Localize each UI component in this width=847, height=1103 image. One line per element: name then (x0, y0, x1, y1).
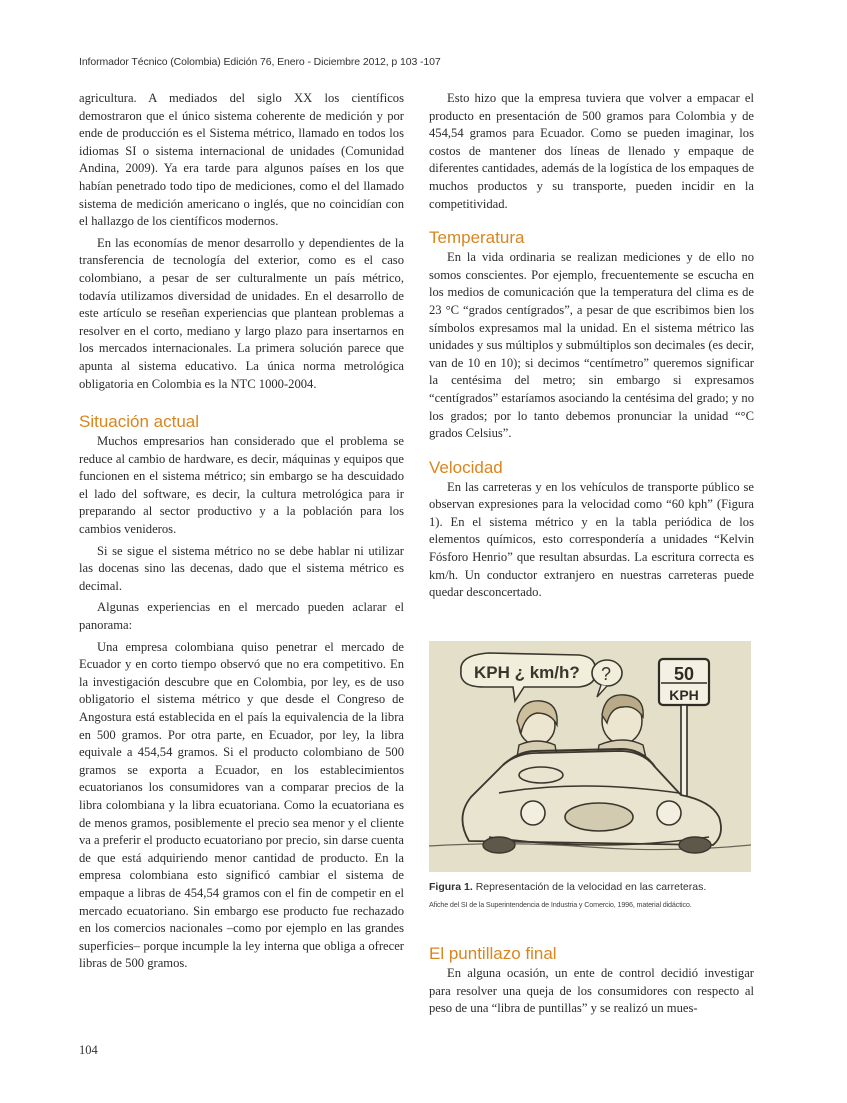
paragraph: Una empresa colombiana quiso penetrar el mercado de Ecuador y en corto tiempo observó que no era competitivo. En la investigación descubre que en Colombia, por ley, es de uso obligatorio el sistema métrico y que desde el Congreso de Angostura está establecida en el país la equivalencia de la libra en 500 gramos. Por otra parte, en Ecuador, por ley, la libra equivale a 454,54 gramos. Si el producto colombiano de 500 gramos se exporta a Ecuador, en los establecimientos ecuatorianos los consumidores van a comparar precios de la libra colombiana y la libra ecuatoriana. Como la ecuatoriana es de menos gramos, posiblemente el precio sea menor y el cliente va a preferir el producto ecuatoriano por precio, sin darse cuenta de que está adquiriendo menor cantidad de producto. En la empresa colombiana esto significó cambiar el sistema de empaque a libras de 454,54 gramos con el fin de competir en el mercado ecuatoriano. Sin embargo ese producto fue rechazado en los comercios nacionales –como por ejemplo en las grandes superficies– porque incumple la ley interna que obliga a ofrecer libras de 500 gramos. (79, 639, 404, 971)
cartoon-illustration (429, 641, 751, 872)
paragraph: En las economías de menor desarrollo y dependientes de la transferencia de tecnología del exterior, como es el caso colombiano, a pesar de ser culturalmente un país métrico, todavía utilizamos diversidad de unidades. En el desarrollo de este artículo se reseñan experiencias que plantean problemas a resolver en el corto, mediano y largo plazo para insertarnos en los mercados internacionales. La primera solución parece que apunta al sistema educativo. La única norma metrológica obligatoria en Colombia es la NTC 1000-2004. (79, 235, 404, 391)
paragraph: Esto hizo que la empresa tuviera que volver a empacar el producto en presentación de 500 gramos para Colombia y de 454,54 gramos para Ecuador. Como se pueden imaginar, los costos de mantener dos líneas de llenado y empaque de diferentes cantidades, además de la logística de los empaques de muchos productos y su transporte, pueden incidir en la competitividad. (429, 91, 754, 211)
figure-cartoon (429, 641, 751, 872)
section-heading-puntillazo: El puntillazo final (429, 944, 557, 963)
paragraph: Algunas experiencias en el mercado pueden aclarar el panorama: (79, 600, 404, 633)
right-column (429, 90, 754, 602)
right-column-bottom (429, 943, 754, 1018)
section-heading-situacion: Situación actual (79, 412, 200, 432)
caption-credit: Afiche del SI de la Superintendencia de Industria y Comercio, 1996, material didáctico. (429, 900, 692, 909)
sign-unit: KPH (669, 687, 699, 703)
bubble-text: KPH ¿ km/h? (474, 663, 580, 682)
figure-caption (429, 880, 759, 910)
paragraph: Muchos empresarios han considerado que el problema se reduce al cambio de hardware, es decir, máquinas y equipos que funcionen en el sistema métrico; sin embargo se ha descuidado el lado del software, es decir, la cultura metrológica para ir preparando al sector productivo y a la población para los cambios venideros. (79, 434, 404, 537)
paragraph: Si se sigue el sistema métrico no se debe hablar ni utilizar las docenas sino las decenas, dado que el sistema métrico es decimal. (79, 543, 404, 593)
paragraph: En las carreteras y en los vehículos de transporte público se observan expresiones para la velocidad como “60 kph” (Figura 1). En el sistema métrico y en la tabla periódica de los elementos químicos, esto correspondería a unidades “Kelvin Fósforo Henrio” que resultan absurdas. La escritura correcta es km/h. Un conductor extranjero en nuestras carreteras puede quedar desconcertado. (429, 479, 754, 600)
question-mark: ? (601, 664, 612, 684)
paragraph: En alguna ocasión, un ente de control decidió investigar para resolver una queja de los consumidores con respecto al peso de una “libra de puntillas” y se realizó un mues- (429, 966, 754, 1016)
running-header: Informador Técnico (Colombia) Edición 76, Enero - Diciembre 2012, p 103 -107 (79, 56, 441, 68)
section-heading-temperatura: Temperatura (429, 228, 525, 248)
page-number: 104 (79, 1043, 98, 1057)
caption-main (429, 880, 759, 894)
sign-number: 50 (673, 664, 695, 684)
section-heading-velocidad: Velocidad (429, 457, 503, 477)
caption-text: Representación de la velocidad en las carreteras. (475, 881, 707, 893)
paragraph: En la vida ordinaria se realizan mediciones y de ello no somos conscientes. Por ejemplo, frecuentemente se escucha en los medios de comunicación que la temperatura del clima es de 23 °C “grados centígrados”, a pesar de que escribimos bien los símbolos expresamos mal la unidad. En el sistema métrico las unidades y sus múltiplos y submúltiplos son decimales (es decir, van de 10 en 10); si decimos “centímetro” queremos significar la centésima del metro; sin embargo si expresamos “centígrados” estaríamos asociando la centésima del grado; y no los grados; por lo tanto debemos pronunciar la unidad “°C grados Celsius”. (429, 250, 754, 441)
caption-label: Figura 1. (429, 881, 473, 893)
left-column (79, 90, 404, 973)
paragraph: agricultura. A mediados del siglo XX los científicos demostraron que el único sistema coherente de medición y por ende de producción es el Sistema métrico, llamado en todos los idiomas SI o sistema internacional de unidades (Comunidad Andina, 2009). Ya era tarde para algunos países en los que habían penetrado todo tipo de mediciones, como el del llamado sistema de medición americano o inglés, que no coincidían con el hallazgo de los científicos modernos. (79, 91, 404, 229)
